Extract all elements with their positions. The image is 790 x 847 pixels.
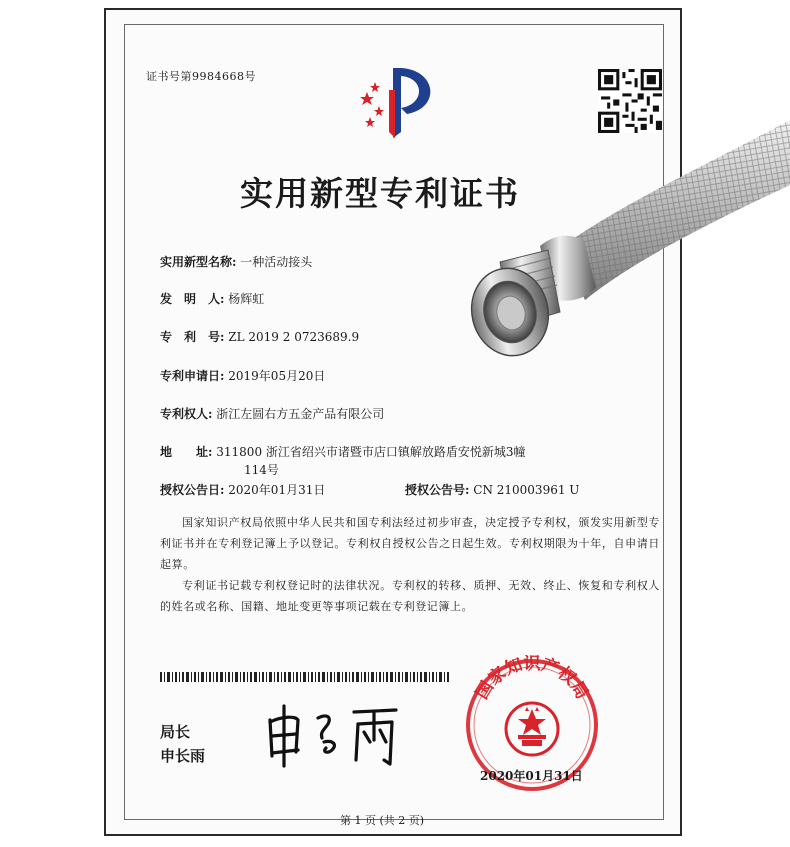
field-grant-no-value: CN 210003961 U: [473, 483, 580, 497]
field-address-label: 地 址:: [160, 445, 213, 459]
field-inventor-value: 杨辉虹: [228, 292, 265, 306]
seal-date: 2020年01月31日: [480, 769, 583, 783]
seal-text: 国家知识产权局: [472, 655, 592, 703]
field-inventor-label: 发 明 人:: [160, 292, 225, 306]
field-owner: [160, 405, 384, 422]
field-grant-no: [405, 481, 579, 498]
field-name-label: 实用新型名称:: [160, 255, 237, 269]
star-icon: [360, 82, 384, 127]
national-emblem-icon: [506, 703, 558, 755]
field-apply-date-value: 2019年05月20日: [228, 369, 326, 383]
page-footer: 第 1 页 (共 2 页): [340, 814, 425, 827]
paragraph-decision: 国家知识产权局依照中华人民共和国专利法经过初步审查，决定授予专利权，颁发实用新型专利证书并在专利登记簿上予以登记。专利权自授权公告之日起生效。专利权期限为十年，自申请日起算。: [160, 516, 660, 571]
field-apply-date-label: 专利申请日:: [160, 369, 225, 383]
certificate-title: 实用新型专利证书: [240, 174, 520, 213]
field-inventor: [160, 290, 264, 307]
qr-code: [598, 68, 662, 134]
patent-office-logo: [355, 62, 445, 140]
field-grant-date-value: 2020年01月31日: [228, 483, 326, 497]
director-name: 申长雨: [160, 747, 206, 765]
barcode: [160, 672, 450, 682]
field-name: [160, 253, 312, 270]
field-address-line1: 311800 浙江省绍兴市诸暨市店口镇解放路盾安悦新城3幢: [216, 445, 526, 459]
director-signature: [262, 698, 412, 770]
certificate-number: 证书号第9984668号: [146, 70, 256, 83]
field-grant-date-label: 授权公告日:: [160, 483, 225, 497]
field-owner-value: 浙江左圆右方五金产品有限公司: [216, 407, 385, 421]
field-apply-date: [160, 367, 325, 384]
field-name-value: 一种活动接头: [240, 255, 313, 269]
field-address: [160, 443, 526, 460]
field-patent-no: [160, 328, 359, 345]
field-patent-no-label: 专 利 号:: [160, 330, 225, 344]
director-title: 局长: [160, 723, 191, 741]
paragraph-legal-status: 专利证书记载专利权登记时的法律状况。专利权的转移、质押、无效、终止、恢复和专利权人的姓名或名称、国籍、地址变更等事项记载在专利登记簿上。: [160, 579, 660, 613]
svg-text:国家知识产权局: [472, 655, 592, 703]
field-grant-date: [160, 481, 325, 498]
field-address-line2: 114号: [244, 463, 279, 477]
field-grant-no-label: 授权公告号:: [405, 483, 470, 497]
field-patent-no-value: ZL 2019 2 0723689.9: [228, 330, 360, 344]
field-owner-label: 专利权人:: [160, 407, 213, 421]
